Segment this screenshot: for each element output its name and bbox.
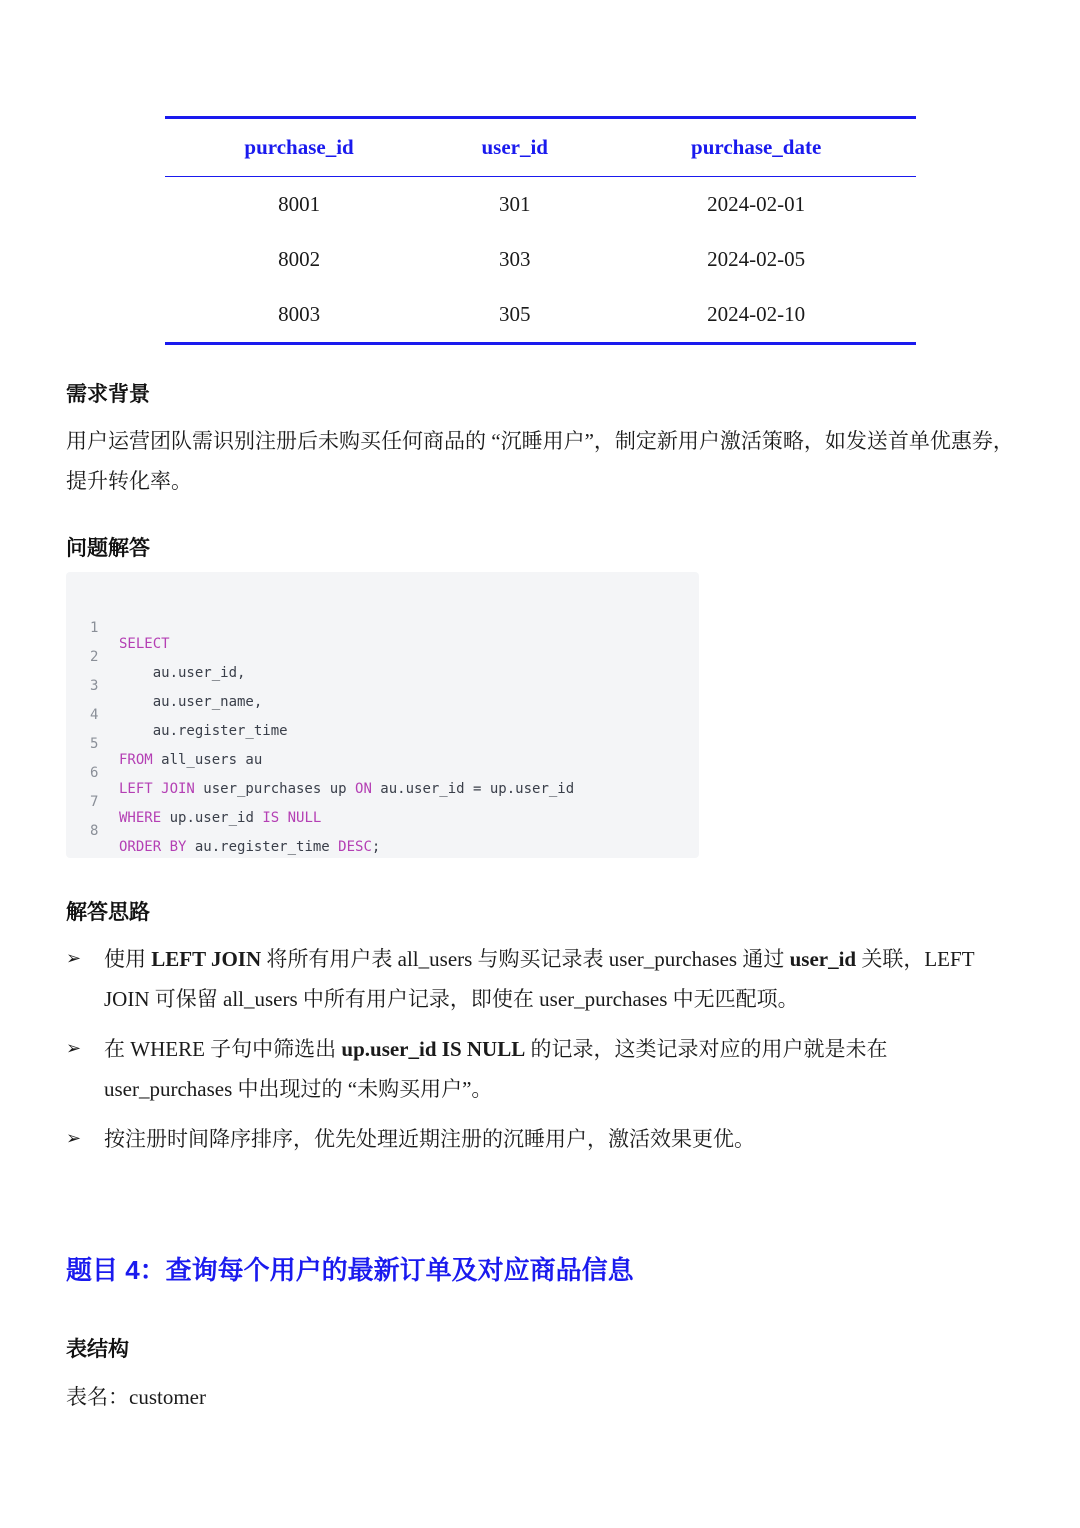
- sql-keyword: SELECT: [119, 636, 170, 652]
- code-text: all_users au: [152, 752, 263, 768]
- table-cell: 8003: [165, 287, 433, 344]
- code-block[interactable]: [66, 572, 699, 858]
- line-number: 5: [90, 736, 99, 752]
- line-number: 7: [90, 794, 99, 810]
- list-item: [66, 1029, 1016, 1109]
- section-heading-background: 需求背景: [66, 383, 150, 406]
- column-header: purchase_id: [165, 118, 433, 177]
- code-text: up.user_id: [161, 810, 263, 826]
- code-text: au.register_time: [152, 723, 288, 739]
- list-item: [66, 1119, 1016, 1159]
- line-number: 6: [90, 765, 99, 781]
- code-text: au.user_id,: [152, 665, 246, 681]
- line-number: 3: [90, 678, 99, 694]
- arrow-bullet-icon: ➢: [66, 1038, 82, 1059]
- bullet-text: 在 WHERE 子句中筛选出 up.user_id IS NULL 的记录，这类记录对应的用户就是未在 user_purchases 中出现过的 “未购买用户”。: [104, 1037, 888, 1101]
- sql-keyword: ORDER BY: [119, 839, 187, 855]
- table-header-row: [165, 118, 916, 177]
- arrow-bullet-icon: ➢: [66, 1128, 82, 1149]
- table-row: [165, 177, 916, 233]
- line-number: 8: [90, 823, 99, 839]
- code-text: au.user_name,: [152, 694, 263, 710]
- column-header: user_id: [433, 118, 596, 177]
- list-item: [66, 939, 1016, 1019]
- sql-keyword: WHERE: [119, 810, 162, 826]
- table-cell: 303: [498, 247, 531, 271]
- table-cell: 2024-02-10: [596, 287, 916, 344]
- table-row: [165, 287, 916, 344]
- sql-keyword: DESC: [338, 839, 372, 855]
- table-row: [165, 232, 916, 287]
- table-cell: 8001: [278, 192, 321, 216]
- table-cell: 8002: [278, 247, 321, 271]
- bullet-text: 按注册时间降序排序，优先处理近期注册的沉睡用户，激活效果更优。: [104, 1127, 755, 1151]
- table-cell: 301: [498, 192, 531, 216]
- line-number: 4: [90, 707, 99, 723]
- bullet-text: 使用 LEFT JOIN 将所有用户表 all_users 与购买记录表 user_purchases 通过 user_id 关联，LEFT JOIN 可保留 all_users 中所有用户记录，即使在 user_purchases 中无匹配项。: [104, 947, 975, 1011]
- sql-keyword: IS NULL: [262, 810, 322, 826]
- column-header: purchase_date: [596, 118, 916, 177]
- purchases-table: [165, 116, 916, 345]
- sql-keyword: LEFT JOIN: [119, 781, 195, 797]
- line-number: 2: [90, 649, 99, 665]
- table-cell: 2024-02-05: [707, 247, 806, 271]
- code-line: [66, 604, 170, 652]
- code-text: au.register_time: [186, 839, 339, 855]
- section-heading-structure: 表结构: [66, 1338, 129, 1361]
- line-number: 1: [90, 620, 99, 636]
- code-text: user_purchases up: [194, 781, 356, 797]
- background-paragraph: 用户运营团队需识别注册后未购买任何商品的 “沉睡用户”，制定新用户激活策略，如发送首单优惠券，提升转化率。: [66, 429, 1014, 493]
- sql-keyword: FROM: [119, 752, 153, 768]
- table-cell: 2024-02-01: [707, 192, 806, 216]
- table-cell: 305: [433, 287, 596, 344]
- code-text: ;: [371, 839, 381, 855]
- section-heading-approach: 解答思路: [66, 901, 150, 924]
- arrow-bullet-icon: ➢: [66, 948, 82, 969]
- code-text: au.user_id = up.user_id: [371, 781, 575, 797]
- sql-keyword: ON: [355, 781, 372, 797]
- table-name-text: 表名：customer: [66, 1385, 206, 1409]
- question-title: 题目 4：查询每个用户的最新订单及对应商品信息: [66, 1255, 634, 1285]
- section-heading-answer: 问题解答: [66, 537, 150, 560]
